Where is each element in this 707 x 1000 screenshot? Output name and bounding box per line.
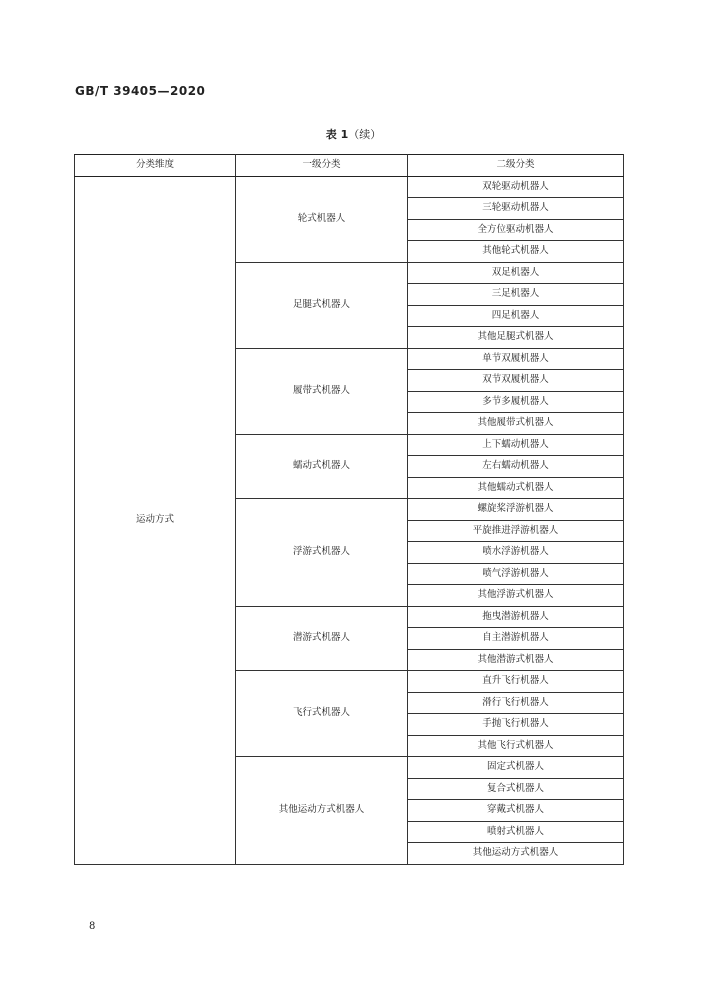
primary-category-cell: 履带式机器人 bbox=[236, 348, 408, 434]
secondary-category-cell: 其他潜游式机器人 bbox=[408, 649, 624, 671]
secondary-category-cell: 四足机器人 bbox=[408, 305, 624, 327]
secondary-category-cell: 其他蠕动式机器人 bbox=[408, 477, 624, 499]
primary-category-cell: 轮式机器人 bbox=[236, 176, 408, 262]
secondary-category-cell: 全方位驱动机器人 bbox=[408, 219, 624, 241]
standard-code: GB/T 39405—2020 bbox=[75, 84, 206, 98]
dimension-cell: 运动方式 bbox=[75, 176, 236, 864]
secondary-category-cell: 多节多履机器人 bbox=[408, 391, 624, 413]
secondary-category-cell: 自主潜游机器人 bbox=[408, 628, 624, 650]
table-row bbox=[75, 176, 624, 198]
secondary-category-cell: 双轮驱动机器人 bbox=[408, 176, 624, 198]
secondary-category-cell: 复合式机器人 bbox=[408, 778, 624, 800]
primary-category-cell: 其他运动方式机器人 bbox=[236, 757, 408, 865]
secondary-category-cell: 双足机器人 bbox=[408, 262, 624, 284]
secondary-category-cell: 穿戴式机器人 bbox=[408, 800, 624, 822]
secondary-category-cell: 平旋推进浮游机器人 bbox=[408, 520, 624, 542]
secondary-category-cell: 直升飞行机器人 bbox=[408, 671, 624, 693]
secondary-category-cell: 其他飞行式机器人 bbox=[408, 735, 624, 757]
primary-category-cell: 潜游式机器人 bbox=[236, 606, 408, 671]
secondary-category-cell: 螺旋桨浮游机器人 bbox=[408, 499, 624, 521]
secondary-category-cell: 双节双履机器人 bbox=[408, 370, 624, 392]
table-title: 表 1 bbox=[325, 128, 349, 141]
primary-category-cell: 蠕动式机器人 bbox=[236, 434, 408, 499]
secondary-category-cell: 三轮驱动机器人 bbox=[408, 198, 624, 220]
column-header-dimension: 分类维度 bbox=[75, 155, 236, 177]
secondary-category-cell: 其他足腿式机器人 bbox=[408, 327, 624, 349]
classification-table bbox=[74, 154, 624, 865]
primary-category-cell: 浮游式机器人 bbox=[236, 499, 408, 607]
secondary-category-cell: 其他运动方式机器人 bbox=[408, 843, 624, 865]
table-caption bbox=[0, 126, 707, 142]
secondary-category-cell: 其他轮式机器人 bbox=[408, 241, 624, 263]
secondary-category-cell: 三足机器人 bbox=[408, 284, 624, 306]
secondary-category-cell: 固定式机器人 bbox=[408, 757, 624, 779]
table-header-row bbox=[75, 155, 624, 177]
secondary-category-cell: 手抛飞行机器人 bbox=[408, 714, 624, 736]
secondary-category-cell: 上下蠕动机器人 bbox=[408, 434, 624, 456]
secondary-category-cell: 左右蠕动机器人 bbox=[408, 456, 624, 478]
primary-category-cell: 飞行式机器人 bbox=[236, 671, 408, 757]
primary-category-cell: 足腿式机器人 bbox=[236, 262, 408, 348]
column-header-secondary: 二级分类 bbox=[408, 155, 624, 177]
table-body bbox=[75, 176, 624, 864]
secondary-category-cell: 滑行飞行机器人 bbox=[408, 692, 624, 714]
secondary-category-cell: 其他浮游式机器人 bbox=[408, 585, 624, 607]
secondary-category-cell: 单节双履机器人 bbox=[408, 348, 624, 370]
secondary-category-cell: 喷射式机器人 bbox=[408, 821, 624, 843]
secondary-category-cell: 其他履带式机器人 bbox=[408, 413, 624, 435]
table-continued-mark: （续） bbox=[348, 128, 382, 141]
column-header-primary: 一级分类 bbox=[236, 155, 408, 177]
page-number: 8 bbox=[89, 921, 96, 932]
secondary-category-cell: 喷气浮游机器人 bbox=[408, 563, 624, 585]
secondary-category-cell: 拖曳潜游机器人 bbox=[408, 606, 624, 628]
secondary-category-cell: 喷水浮游机器人 bbox=[408, 542, 624, 564]
